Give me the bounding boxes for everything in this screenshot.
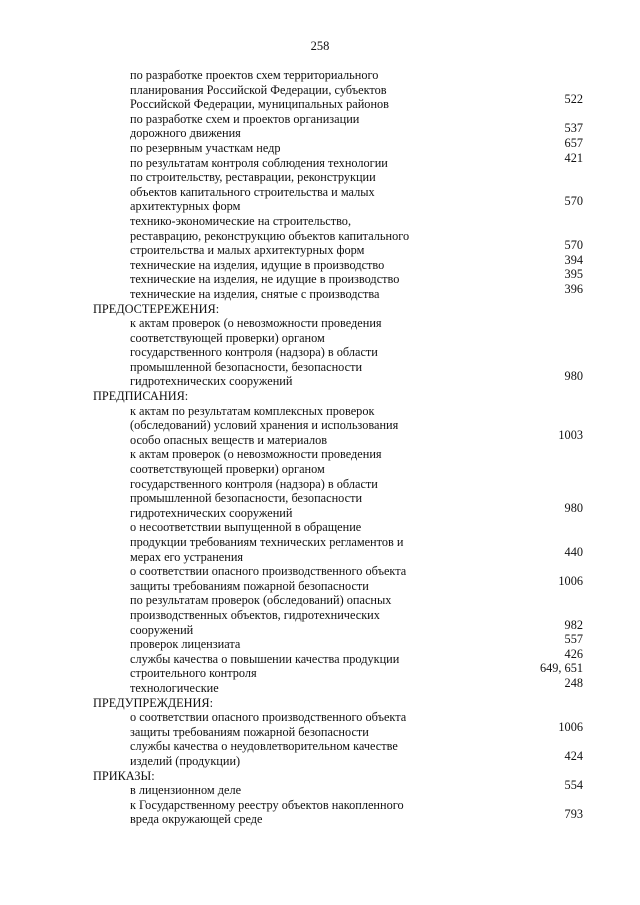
entry-text: вреда окружающей среде	[130, 812, 263, 827]
entry-text: производственных объектов, гидротехнических	[130, 607, 380, 622]
entry-page-number: 557	[564, 632, 583, 647]
index-entry	[0, 491, 640, 506]
entry-text: соответствующей проверки) органом	[130, 330, 325, 345]
entry-page-number: 537	[564, 121, 583, 136]
entry-text: службы качества о повышении качества продукции	[130, 651, 400, 666]
index-entry	[0, 675, 640, 696]
heading-text: ПРЕДПИСАНИЯ:	[93, 389, 189, 404]
entry-text: архитектурных форм	[130, 199, 241, 214]
entry-text: по строительству, реставрации, реконструкции	[130, 170, 376, 185]
entry-page-number: 248	[564, 675, 583, 690]
entry-text: к актам проверок (о невозможности проведения	[130, 316, 382, 331]
index-entry	[0, 121, 640, 141]
index-entry	[0, 360, 640, 375]
entry-text: Российской Федерации, муниципальных районов	[130, 97, 389, 112]
index-entry	[0, 798, 640, 813]
entry-text: гидротехнических сооружений	[130, 505, 293, 520]
index-entry	[0, 739, 640, 754]
entry-text: к актам проверок (о невозможности проведения	[130, 447, 382, 462]
index-entry	[0, 150, 640, 171]
entry-page-number: 394	[564, 252, 583, 267]
entry-text: к Государственному реестру объектов накопленного	[130, 797, 404, 812]
index-entry	[0, 194, 640, 214]
index-entry	[0, 807, 640, 827]
index-entry	[0, 214, 640, 229]
index-entry	[0, 544, 640, 565]
entry-text: сооружений	[130, 622, 194, 637]
index-entry	[0, 617, 640, 638]
entry-text: технико-экономические на строительство,	[130, 213, 352, 228]
entry-text: защиты требованиям пожарной безопасности	[130, 724, 369, 739]
entry-text: промышленной безопасности, безопасности	[130, 491, 363, 506]
entry-text: особо опасных веществ и материалов	[130, 432, 328, 447]
index-entry	[0, 535, 640, 550]
index-entry	[0, 316, 640, 331]
entry-page-number: 1006	[558, 719, 583, 734]
entry-text: по результатам контроля соблюдения технологии	[130, 155, 388, 170]
entry-text: технические на изделия, идущие в производство	[130, 257, 385, 272]
index-entry	[0, 170, 640, 185]
entry-text: технические на изделия, снятые с производства	[130, 286, 380, 301]
index-entry	[0, 404, 640, 419]
entry-text: о соответствии опасного производственного объекта	[130, 710, 407, 725]
index-entry	[0, 447, 640, 462]
index-heading	[0, 302, 640, 317]
index-entry	[0, 68, 640, 83]
entry-page-number: 1003	[558, 427, 583, 442]
index-entry	[0, 135, 640, 156]
entry-page-number: 440	[564, 544, 583, 559]
index-heading	[0, 389, 640, 404]
index-entry	[0, 418, 640, 433]
entry-text: в лицензионном деле	[130, 783, 242, 798]
index-entry	[0, 238, 640, 258]
index-entry	[0, 477, 640, 492]
index-entry	[0, 345, 640, 360]
index-entry	[0, 748, 640, 769]
index-entry	[0, 520, 640, 535]
entry-page-number: 570	[564, 238, 583, 253]
index-entry	[0, 427, 640, 448]
index-entry	[0, 593, 640, 608]
entry-text: объектов капитального строительства и малых	[130, 184, 375, 199]
entry-text: по разработке схем и проектов организации	[130, 111, 360, 126]
subject-index	[0, 68, 640, 827]
entry-text: (обследований) условий хранения и использования	[130, 418, 399, 433]
entry-page-number: 980	[564, 369, 583, 384]
heading-text: ПРЕДУПРЕЖДЕНИЯ:	[93, 695, 214, 710]
entry-text: о несоответствии выпущенной в обращение	[130, 520, 362, 535]
index-entry	[0, 661, 640, 681]
entry-text: защиты требованиям пожарной безопасности	[130, 578, 369, 593]
entry-page-number: 424	[564, 748, 583, 763]
entry-page-number: 554	[564, 778, 583, 793]
entry-text: по результатам проверок (обследований) опасных	[130, 593, 392, 608]
index-entry	[0, 92, 640, 112]
entry-text: реставрацию, реконструкцию объектов капитального	[130, 228, 410, 243]
heading-text: ПРЕДОСТЕРЕЖЕНИЯ:	[93, 301, 220, 316]
index-entry	[0, 608, 640, 623]
index-entry	[0, 462, 640, 477]
heading-text: ПРИКАЗЫ:	[93, 768, 155, 783]
entry-text: к актам по результатам комплексных проверок	[130, 403, 375, 418]
index-entry	[0, 185, 640, 200]
entry-text: изделий (продукции)	[130, 753, 241, 768]
index-heading	[0, 769, 640, 784]
index-entry	[0, 252, 640, 273]
entry-page-number: 982	[564, 617, 583, 632]
index-entry	[0, 632, 640, 652]
entry-text: технологические	[130, 680, 219, 695]
entry-page-number: 980	[564, 500, 583, 515]
entry-text: промышленной безопасности, безопасности	[130, 359, 363, 374]
index-entry	[0, 112, 640, 127]
entry-text: государственного контроля (надзора) в области	[130, 476, 378, 491]
entry-page-number: 657	[564, 135, 583, 150]
index-entry	[0, 369, 640, 389]
index-entry	[0, 281, 640, 302]
index-entry	[0, 778, 640, 798]
entry-text: гидротехнических сооружений	[130, 374, 293, 389]
entry-text: продукции требованиям технических регламентов и	[130, 535, 404, 549]
index-entry	[0, 331, 640, 346]
index-entry	[0, 710, 640, 725]
entry-text: проверок лицензиата	[130, 637, 241, 652]
index-entry	[0, 229, 640, 244]
index-entry	[0, 564, 640, 579]
entry-page-number: 649, 651	[539, 661, 583, 676]
entry-text: строительного контроля	[130, 666, 257, 681]
index-entry	[0, 500, 640, 521]
entry-text: о соответствии опасного производственного объекта	[130, 564, 407, 579]
entry-page-number: 522	[564, 92, 583, 107]
entry-text: соответствующей проверки) органом	[130, 462, 325, 477]
entry-text: технические на изделия, не идущие в производство	[130, 272, 400, 287]
entry-text: службы качества о неудовлетворительном качестве	[130, 739, 398, 754]
entry-page-number: 793	[564, 807, 583, 822]
page-number: 258	[310, 39, 330, 53]
entry-text: планирования Российской Федерации, субъектов	[130, 82, 387, 97]
index-heading	[0, 696, 640, 711]
entry-text: строительства и малых архитектурных форм	[130, 243, 365, 258]
entry-page-number: 426	[564, 646, 583, 661]
entry-page-number: 1006	[558, 573, 583, 588]
entry-text: по резервным участкам недр	[130, 140, 281, 155]
entry-text: мерах его устранения	[130, 549, 244, 564]
entry-page-number: 395	[564, 267, 583, 282]
entry-page-number: 421	[564, 150, 583, 165]
index-entry	[0, 267, 640, 287]
entry-text: государственного контроля (надзора) в области	[130, 345, 378, 360]
entry-page-number: 396	[564, 281, 583, 296]
index-entry	[0, 573, 640, 594]
entry-page-number: 570	[564, 194, 583, 209]
entry-text: по разработке проектов схем территориального	[130, 68, 379, 82]
entry-text: дорожного движения	[130, 126, 241, 141]
index-entry	[0, 719, 640, 740]
index-entry	[0, 83, 640, 98]
